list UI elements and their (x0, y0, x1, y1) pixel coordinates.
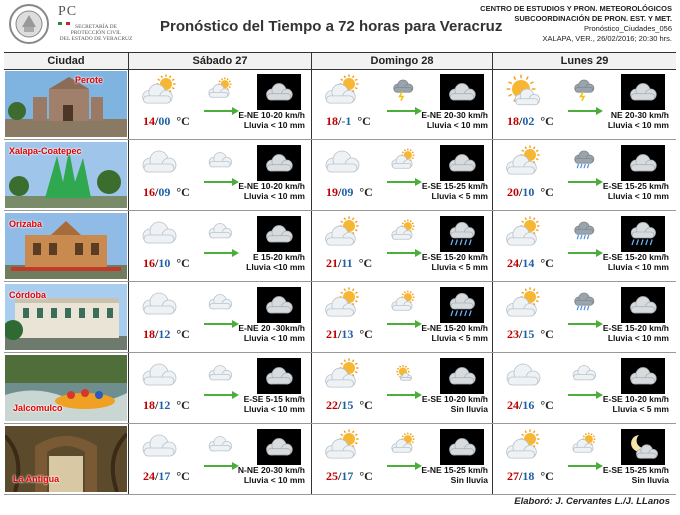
temp-max: 21 (326, 256, 338, 270)
temp-max: 25 (326, 469, 338, 483)
temp-min: 09 (158, 185, 171, 199)
cloudy-icon (203, 360, 237, 386)
city-photo (5, 284, 127, 350)
temp-max: 24 (507, 398, 519, 412)
night-partly-cloudy-icon (621, 429, 665, 465)
temp-unit: °C (176, 398, 190, 412)
rain-text: Lluvia < 10 mm (426, 120, 488, 130)
arrow-right-icon (567, 387, 605, 397)
column-header-day: Domingo 28 (312, 53, 492, 70)
wind-text: E-NE 15-25 km/h (421, 465, 488, 475)
wind-rain-info (422, 181, 488, 201)
temp-unit: °C (357, 114, 371, 128)
arrow-right-icon (386, 245, 424, 255)
temp-min: 02 (522, 114, 535, 128)
table-row (4, 70, 676, 140)
rain-text: Lluvia < 10 mm (607, 191, 669, 201)
partly-cloudy-icon (203, 76, 237, 102)
city-name: Perote (75, 75, 104, 85)
temp-min: 18 (522, 469, 535, 483)
temp-unit: °C (176, 114, 190, 128)
night-rain-icon (440, 287, 484, 323)
partly-cloudy-icon (499, 285, 547, 323)
wind-rain-info (608, 110, 669, 130)
temp-separator: / (519, 114, 523, 128)
night-cloudy-icon (257, 145, 301, 181)
cloudy-icon (499, 356, 547, 394)
cloudy-icon (567, 360, 601, 386)
temperature (143, 327, 190, 342)
night-cloudy-icon (257, 358, 301, 394)
night-cloudy-icon (257, 429, 301, 465)
arrow-right-icon (386, 387, 424, 397)
temp-min: 12 (158, 398, 171, 412)
arrow-right-icon (567, 103, 605, 113)
mostly-sunny-icon (386, 360, 420, 386)
temp-separator: / (519, 327, 523, 341)
temp-max: 23 (507, 327, 519, 341)
cloudy-icon (203, 289, 237, 315)
city-name: La Antigua (13, 474, 60, 484)
wind-text: N-NE 20-30 km/h (237, 465, 305, 475)
thunderstorm-icon (386, 76, 420, 102)
table-row (4, 212, 676, 282)
sunny-icon (499, 72, 547, 110)
wind-text: E-NE 10-20 km/h (238, 110, 305, 120)
rain-text: Lluvia < 10 mm (243, 404, 305, 414)
arrow-right-icon (567, 458, 605, 468)
night-cloudy-icon (440, 358, 484, 394)
temp-max: 20 (507, 185, 519, 199)
temp-unit: °C (540, 256, 554, 270)
temp-unit: °C (358, 256, 373, 270)
temp-separator: / (155, 114, 159, 128)
rain-text: Lluvia < 10 mm (243, 120, 305, 130)
temperature (326, 327, 373, 342)
temp-separator: / (338, 256, 342, 270)
rain-icon (567, 218, 601, 244)
day-forecast (129, 425, 309, 494)
state-seal-icon (8, 3, 50, 45)
temp-max: 27 (507, 469, 519, 483)
temp-unit: °C (176, 256, 190, 270)
wind-text: E-SE 5-15 km/h (243, 394, 305, 404)
column-header-day: Lunes 29 (493, 53, 676, 70)
cloudy-icon (135, 285, 183, 323)
temp-separator: / (338, 398, 342, 412)
partly-cloudy-icon (318, 214, 366, 252)
partly-cloudy-icon (318, 356, 366, 394)
night-cloudy-icon (257, 287, 301, 323)
day-forecast (493, 141, 673, 210)
night-cloudy-icon (621, 74, 665, 110)
arrow-right-icon (386, 103, 424, 113)
temp-max: 22 (326, 398, 338, 412)
column-header-city: Ciudad (4, 53, 128, 70)
wind-rain-info (244, 394, 305, 414)
day-forecast (312, 425, 492, 494)
wind-text: E-NE 10-20 km/h (238, 181, 305, 191)
temp-max: 18 (326, 114, 338, 128)
temp-min: 13 (341, 327, 354, 341)
temperature (326, 114, 371, 129)
city-photo (5, 213, 127, 279)
issuer-info: CENTRO DE ESTUDIOS Y PRON. METEOROLÓGICOS SUBCOORDINACIÓN DE PRON. EST. Y MET. Pronóstico_Ciudades_056 XALAPA, VER., 26/02/2016; 20:30 hrs. (480, 4, 672, 43)
rain-text: Sin lluvia (450, 475, 488, 485)
temp-min: 10 (522, 185, 535, 199)
wind-rain-info (422, 252, 488, 272)
temp-max: 14 (143, 114, 155, 128)
arrow-right-icon (386, 458, 424, 468)
rain-text: Lluvia < 10 mm (607, 333, 669, 343)
day-forecast (493, 212, 673, 281)
rain-icon (567, 147, 601, 173)
arrow-right-icon (386, 316, 424, 326)
temp-unit: °C (359, 398, 373, 412)
arrow-right-icon (203, 387, 241, 397)
cloudy-icon (135, 356, 183, 394)
temperature (326, 398, 373, 413)
temperature (507, 256, 554, 271)
partly-cloudy-icon (318, 72, 366, 110)
wind-text: E-SE 15-20 km/h (602, 323, 669, 333)
arrow-right-icon (567, 245, 605, 255)
wind-rain-info (246, 252, 305, 272)
wind-rain-info (421, 465, 488, 485)
rain-icon (567, 289, 601, 315)
rain-text: Lluvia < 10 mm (607, 120, 669, 130)
arrow-right-icon (203, 174, 241, 184)
night-cloudy-icon (257, 74, 301, 110)
wind-text: E-SE 15-20 km/h (602, 252, 669, 262)
arrow-right-icon (203, 245, 241, 255)
rain-text: Lluvia < 10 mm (243, 475, 305, 485)
cloudy-icon (203, 147, 237, 173)
table-row (4, 283, 676, 353)
temperature (143, 398, 190, 413)
day-forecast (129, 212, 309, 281)
pc-logo-text: PC (58, 4, 78, 19)
temp-unit: °C (176, 327, 190, 341)
temp-separator: / (519, 398, 523, 412)
night-cloudy-icon (621, 145, 665, 181)
partly-cloudy-icon (318, 285, 366, 323)
partly-cloudy-icon (499, 214, 547, 252)
rain-text: Lluvia <10 mm (246, 262, 305, 272)
cloudy-icon (135, 214, 183, 252)
temp-max: 21 (326, 327, 338, 341)
temp-min: 12 (158, 327, 171, 341)
temp-max: 24 (143, 469, 155, 483)
forecast-table (4, 52, 676, 495)
temp-separator: / (155, 327, 159, 341)
wind-text: E-NE 20 -30km/h (238, 323, 305, 333)
temp-unit: °C (176, 185, 190, 199)
day-forecast (312, 141, 492, 210)
wind-text: NE 20-30 km/h (610, 110, 669, 120)
cloudy-icon (203, 218, 237, 244)
wind-text: E-SE 15-25 km/h (421, 181, 488, 191)
temperature (326, 256, 372, 271)
wind-rain-info (603, 323, 669, 343)
temp-min: 14 (522, 256, 535, 270)
wind-text: E-SE 15-25 km/h (602, 181, 669, 191)
wind-rain-info (603, 181, 669, 201)
temp-separator: / (338, 469, 342, 483)
org-name: SECRETARÍA DE PROTECCIÓN CIVIL DEL ESTADO DE VERACRUZ (59, 24, 133, 42)
day-forecast (493, 283, 673, 352)
temp-unit: °C (540, 469, 554, 483)
temp-max: 16 (143, 185, 155, 199)
day-forecast (493, 425, 673, 494)
rain-text: Lluvia < 10 mm (607, 262, 669, 272)
temperature (143, 256, 190, 271)
arrow-right-icon (203, 103, 241, 113)
temp-min: 00 (158, 114, 171, 128)
night-cloudy-icon (440, 145, 484, 181)
temp-max: 16 (143, 256, 155, 270)
temperature (143, 114, 190, 129)
day-forecast (312, 354, 492, 423)
night-rain-icon (440, 216, 484, 252)
temp-min: 09 (341, 185, 354, 199)
temperature (507, 327, 554, 342)
night-cloudy-icon (621, 287, 665, 323)
temp-min: 16 (522, 398, 535, 412)
arrow-right-icon (386, 174, 424, 184)
temp-unit: °C (176, 469, 190, 483)
city-photo (5, 71, 127, 137)
day-forecast (129, 354, 309, 423)
temp-min: 17 (158, 469, 171, 483)
header (0, 0, 680, 48)
rain-text: Lluvia < 5 mm (431, 333, 488, 343)
rain-text: Lluvia < 10 mm (243, 191, 305, 201)
temp-separator: / (338, 327, 342, 341)
city-name: Orizaba (9, 219, 43, 229)
temperature (326, 469, 373, 484)
temp-separator: / (155, 185, 159, 199)
temp-min: 17 (341, 469, 354, 483)
temp-unit: °C (540, 185, 554, 199)
wind-rain-info (603, 465, 669, 485)
thunderstorm-icon (567, 76, 601, 102)
temp-separator: / (155, 398, 159, 412)
temp-max: 18 (143, 398, 155, 412)
wind-rain-info (238, 181, 305, 201)
wind-text: E-SE 15-25 km/h (602, 465, 669, 475)
rain-text: Lluvia < 10 mm (243, 333, 305, 343)
wind-rain-info (238, 465, 305, 485)
table-row (4, 425, 676, 495)
partly-cloudy-icon (499, 427, 547, 465)
wind-text: E-SE 15-20 km/h (421, 252, 488, 262)
temp-separator: / (519, 256, 523, 270)
arrow-right-icon (203, 316, 241, 326)
partly-cloudy-icon (567, 431, 601, 457)
rain-text: Sin lluvia (631, 475, 669, 485)
temp-separator: / (155, 469, 159, 483)
temp-min: -1 (341, 114, 352, 128)
day-forecast (312, 283, 492, 352)
partly-cloudy-icon (386, 218, 420, 244)
night-cloudy-icon (257, 216, 301, 252)
temp-min: 10 (158, 256, 171, 270)
wind-rain-info (238, 323, 305, 343)
temp-unit: °C (540, 327, 554, 341)
temp-unit: °C (540, 114, 554, 128)
rain-text: Sin lluvia (450, 404, 488, 414)
temp-min: 11 (341, 256, 353, 270)
wind-rain-info (421, 323, 488, 343)
partly-cloudy-icon (135, 72, 183, 110)
night-cloudy-icon (621, 358, 665, 394)
wind-rain-info (421, 110, 488, 130)
temp-max: 18 (143, 327, 155, 341)
day-forecast (129, 283, 309, 352)
partly-cloudy-icon (318, 427, 366, 465)
cloudy-icon (135, 427, 183, 465)
column-header-day: Sábado 27 (129, 53, 311, 70)
city-name: Córdoba (9, 290, 46, 300)
partly-cloudy-icon (499, 143, 547, 181)
temperature (507, 185, 554, 200)
temp-unit: °C (359, 327, 373, 341)
page-title: Pronóstico del Tiempo a 72 horas para Veracruz (160, 18, 503, 35)
city-photo (5, 426, 127, 492)
temp-unit: °C (540, 398, 554, 412)
footer-credit: Elaboró: J. Cervantes L./J. LLanos (514, 496, 670, 507)
cloudy-icon (318, 143, 366, 181)
partly-cloudy-icon (386, 431, 420, 457)
rain-text: Lluvia < 5 mm (612, 404, 669, 414)
day-forecast (493, 70, 673, 139)
day-forecast (312, 212, 492, 281)
temp-min: 15 (522, 327, 535, 341)
partly-cloudy-icon (386, 289, 420, 315)
temperature (507, 469, 554, 484)
temp-unit: °C (359, 185, 373, 199)
city-name: Xalapa-Coatepec (9, 146, 82, 156)
wind-text: E 15-20 km/h (253, 252, 305, 262)
arrow-right-icon (203, 458, 241, 468)
temperature (143, 185, 190, 200)
rain-text: Lluvia < 5 mm (431, 262, 488, 272)
temperature (143, 469, 190, 484)
wind-text: E-NE 20-30 km/h (421, 110, 488, 120)
city-photo (5, 142, 127, 208)
city-name: Jalcomulco (13, 403, 63, 413)
day-forecast (493, 354, 673, 423)
rain-text: Lluvia < 5 mm (431, 191, 488, 201)
wind-text: E-SE 10-20 km/h (421, 394, 488, 404)
temperature (507, 398, 554, 413)
table-row (4, 354, 676, 424)
arrow-right-icon (567, 174, 605, 184)
table-row (4, 141, 676, 211)
night-rain-icon (621, 216, 665, 252)
day-forecast (129, 141, 309, 210)
partly-cloudy-icon (386, 147, 420, 173)
wind-text: E-NE 15-20 km/h (421, 323, 488, 333)
wind-rain-info (603, 252, 669, 272)
temp-separator: / (155, 256, 159, 270)
cloudy-icon (203, 431, 237, 457)
temperature (326, 185, 373, 200)
temp-min: 15 (341, 398, 354, 412)
day-forecast (312, 70, 492, 139)
wind-rain-info (422, 394, 488, 414)
temp-separator: / (519, 185, 523, 199)
cloudy-icon (135, 143, 183, 181)
temperature (507, 114, 554, 129)
temp-separator: / (338, 185, 342, 199)
wind-rain-info (238, 110, 305, 130)
temp-max: 19 (326, 185, 338, 199)
day-forecast (129, 70, 309, 139)
wind-text: E-SE 10-20 km/h (602, 394, 669, 404)
night-cloudy-icon (440, 429, 484, 465)
arrow-right-icon (567, 316, 605, 326)
night-cloudy-icon (440, 74, 484, 110)
wind-rain-info (603, 394, 669, 414)
temp-max: 18 (507, 114, 519, 128)
city-photo (5, 355, 127, 421)
temp-unit: °C (359, 469, 373, 483)
temp-max: 24 (507, 256, 519, 270)
temp-separator: / (519, 469, 523, 483)
temp-separator: / (338, 114, 342, 128)
